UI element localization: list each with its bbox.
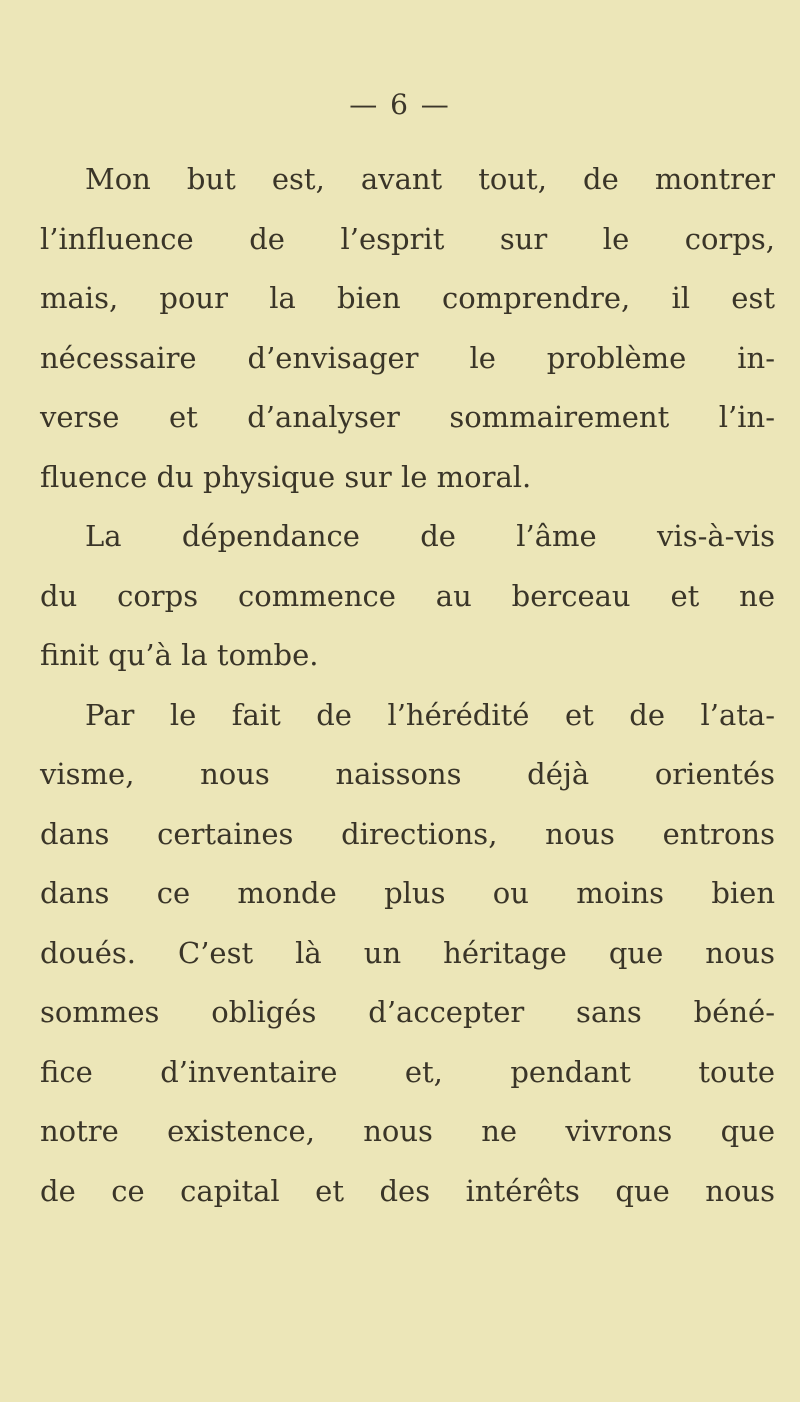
text-line: sommes obligés d’accepter sans béné- bbox=[40, 995, 775, 1029]
text-line: Par le fait de l’hérédité et de l’ata- bbox=[85, 697, 775, 732]
body-text bbox=[40, 150, 775, 1221]
text-line: La dépendance de l’âme vis-à-vis bbox=[85, 519, 775, 553]
text-line: mais, pour la bien comprendre, il est bbox=[40, 281, 775, 315]
text-line: doués. C’est là un héritage que nous bbox=[40, 935, 775, 970]
text-line: notre existence, nous ne vivrons que bbox=[40, 1114, 775, 1148]
text-line: finit qu’à la tombe. bbox=[40, 638, 319, 672]
text-line: fluence du physique sur le moral. bbox=[40, 459, 532, 494]
text-line: dans certaines directions, nous entrons bbox=[40, 816, 775, 851]
text-line: verse et d’analyser sommairement l’in- bbox=[40, 400, 775, 434]
text-line: de ce capital et des intérêts que nous bbox=[40, 1173, 775, 1208]
page-number: — 6 — bbox=[349, 88, 451, 121]
text-line: l’influence de l’esprit sur le corps, bbox=[40, 221, 775, 256]
text-line: dans ce monde plus ou moins bien bbox=[40, 876, 775, 910]
text-line: nécessaire d’envisager le problème in- bbox=[40, 340, 775, 375]
text-line: fice d’inventaire et, pendant toute bbox=[40, 1054, 775, 1089]
text-line: Mon but est, avant tout, de montrer bbox=[85, 162, 775, 196]
text-line: du corps commence au berceau et ne bbox=[40, 578, 775, 613]
text-line: visme, nous naissons déjà orientés bbox=[40, 757, 775, 791]
